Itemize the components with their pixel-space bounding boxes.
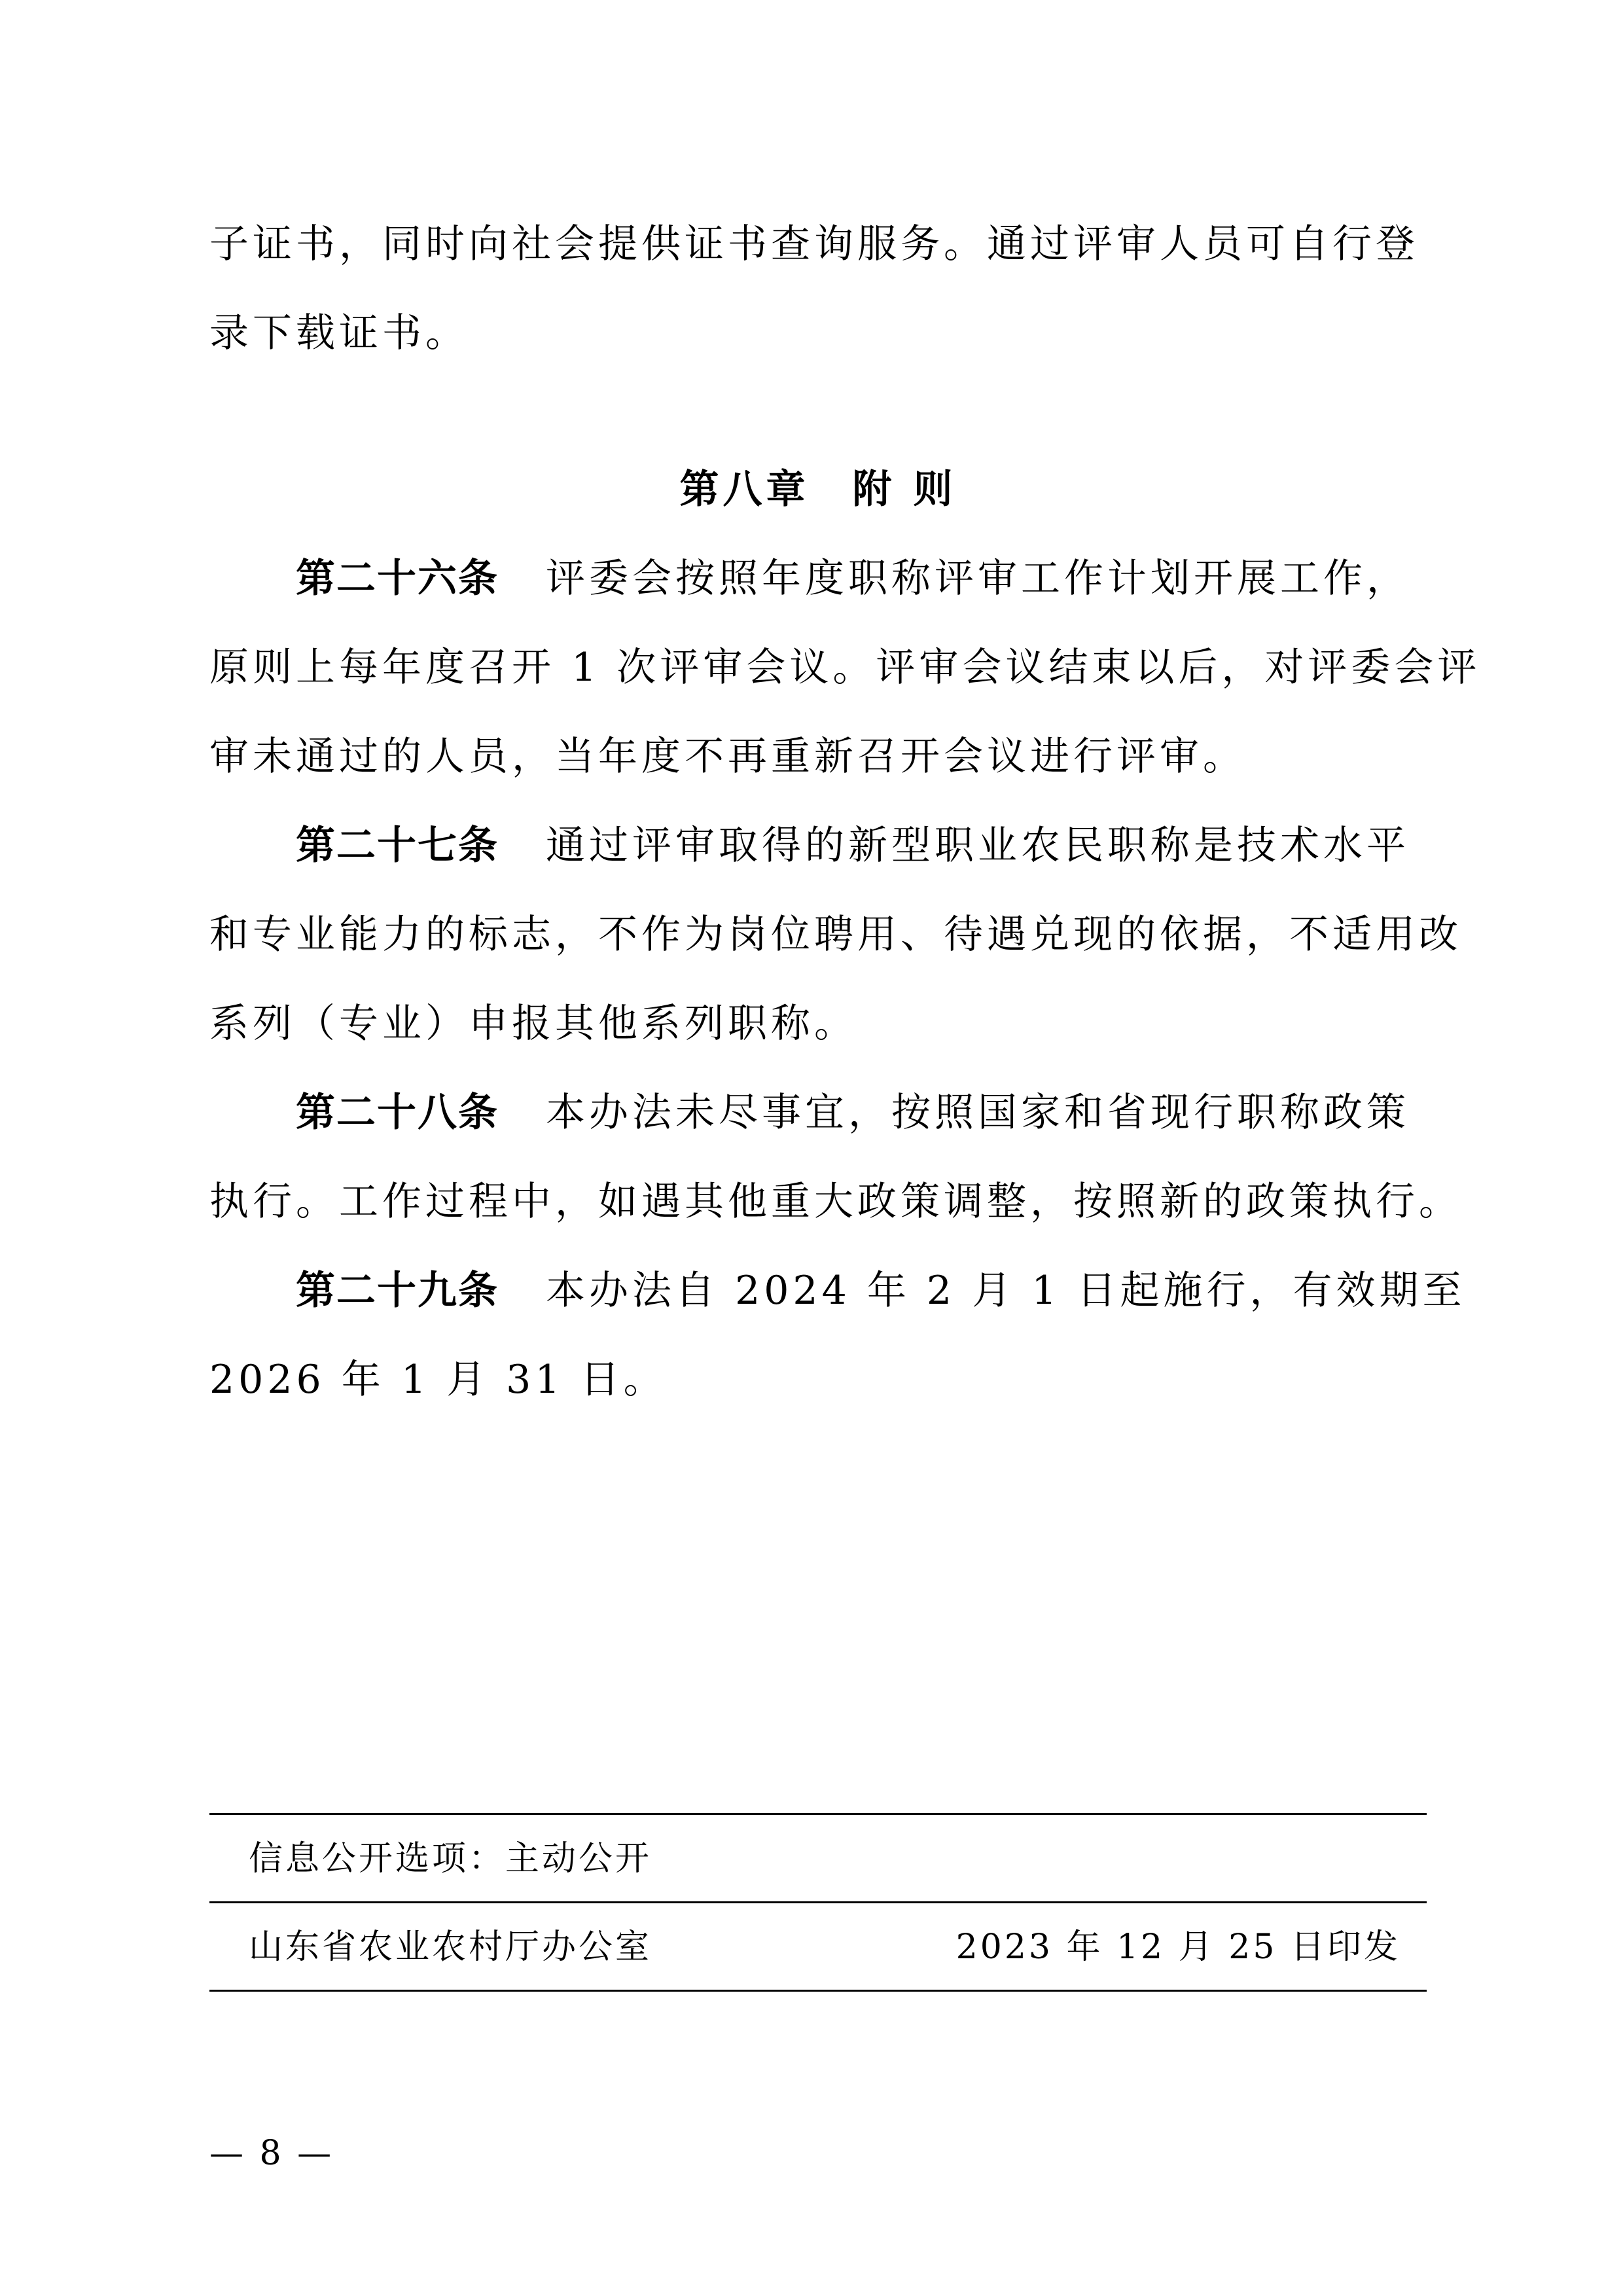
article-text: 通过评审取得的新型职业农民职称是技术水平: [546, 823, 1410, 869]
article-text: 评委会按照年度职称评审工作计划开展工作，: [546, 556, 1410, 601]
article-29-line-2: [209, 1335, 1427, 1424]
article-text: 原则上每年度召开 1 次评审会议。评审会议结束以后，对评委会评: [209, 645, 1481, 691]
disclosure-text: 信息公开选项：主动公开: [249, 1839, 652, 1878]
article-text: 本办法自 2024 年 2 月 1 日起施行，有效期至: [546, 1268, 1466, 1314]
article-title: 第二十九条: [296, 1268, 499, 1314]
footer-middle-rule: [209, 1901, 1427, 1903]
paragraph-continuation-line-1: [209, 200, 1427, 289]
article-27-first-line: [209, 801, 1427, 890]
issuer-name: 山东省农业农村厅办公室: [249, 1928, 652, 1967]
article-27-line-3: [209, 979, 1427, 1068]
article-26-line-2: [209, 623, 1481, 712]
article-28-first-line: [209, 1068, 1427, 1157]
article-title: 第二十六条: [296, 556, 499, 601]
footer-top-rule: [209, 1813, 1427, 1815]
article-28-line-2: [209, 1157, 1462, 1246]
article-text: 2026 年 1 月 31 日。: [209, 1357, 667, 1403]
page-number: — 8 —: [209, 2134, 334, 2173]
article-text: 系列（专业）申报其他系列职称。: [209, 1001, 857, 1047]
issuer-line: [249, 1921, 1400, 1973]
article-29-first-line: [209, 1246, 1466, 1335]
paragraph-text: 子证书，同时向社会提供证书查询服务。通过评审人员可自行登: [209, 221, 1419, 267]
article-26-first-line: [209, 534, 1427, 623]
footer-bottom-rule: [209, 1990, 1427, 1992]
article-title: 第二十七条: [296, 823, 499, 869]
paragraph-continuation-line-2: [209, 289, 1427, 378]
article-26-line-3: [209, 712, 1427, 801]
article-text: 审未通过的人员，当年度不再重新召开会议进行评审。: [209, 734, 1246, 780]
article-text: 本办法未尽事宜，按照国家和省现行职称政策: [546, 1090, 1410, 1136]
issue-date: 2023 年 12 月 25 日印发: [955, 1928, 1400, 1967]
article-title: 第二十八条: [296, 1090, 499, 1136]
article-text: 执行。工作过程中，如遇其他重大政策调整，按照新的政策执行。: [209, 1179, 1462, 1225]
disclosure-line: [249, 1833, 1400, 1885]
article-text: 和专业能力的标志，不作为岗位聘用、待遇兑现的依据，不适用改: [209, 912, 1462, 958]
chapter-title: 第八章 附 则: [679, 467, 957, 512]
paragraph-text: 录下载证书。: [209, 310, 469, 356]
article-27-line-2: [209, 890, 1462, 979]
